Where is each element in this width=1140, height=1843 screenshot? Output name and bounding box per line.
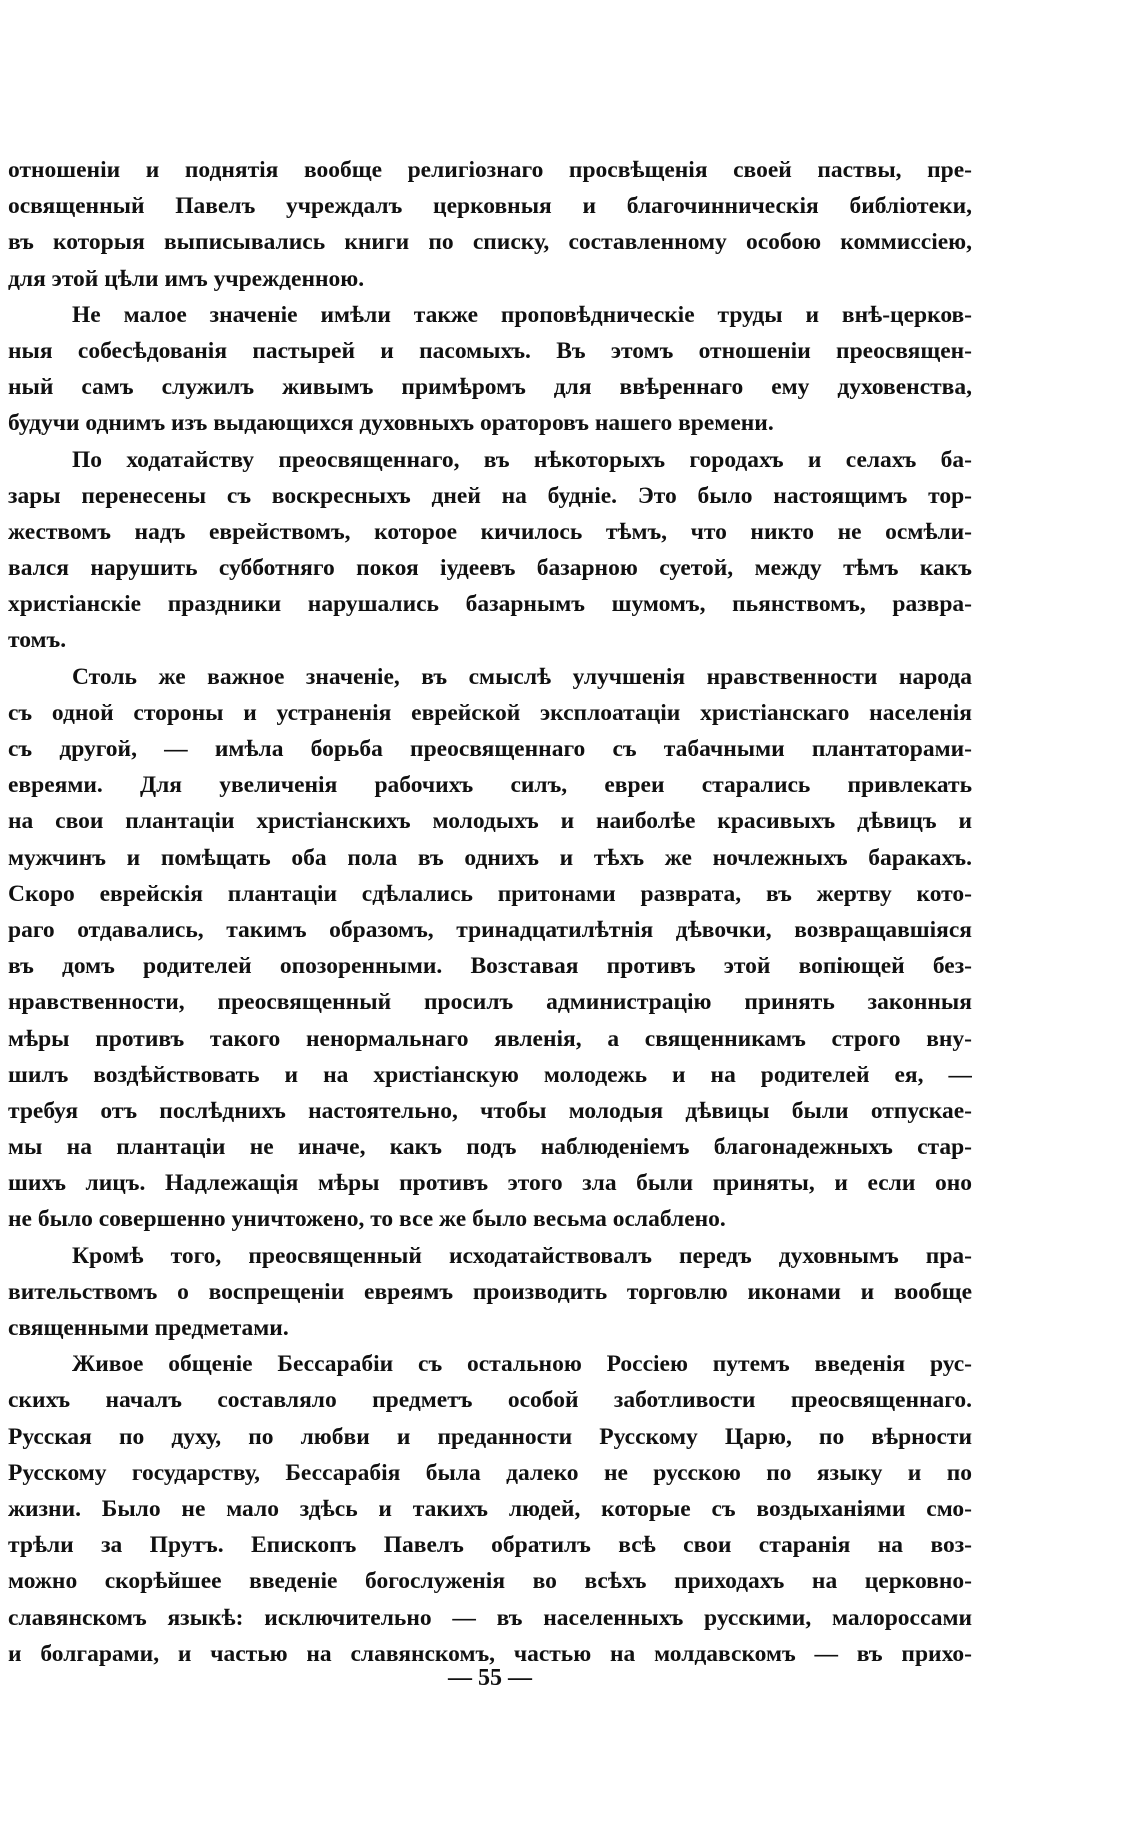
text-line: жествомъ надъ еврействомъ, которое кичилось тѣмъ, что никто не осмѣли- bbox=[8, 518, 972, 545]
text-line: будучи однимъ изъ выдающихся духовныхъ ораторовъ нашего времени. bbox=[8, 410, 774, 437]
text-line: раго отдавались, такимъ образомъ, тринадцатилѣтнія дѣвочки, возвращавшіяся bbox=[8, 916, 972, 943]
text-line: мѣры противъ такого ненормальнаго явленія, а священникамъ строго вну- bbox=[8, 1025, 972, 1052]
text-line: Русскому государству, Бессарабія была далеко не русскою по языку и по bbox=[8, 1459, 972, 1486]
body-text bbox=[8, 152, 972, 1672]
text-line: скихъ началъ составляло предметъ особой заботливости преосвященнаго. bbox=[8, 1387, 972, 1414]
text-line: Скоро еврейскія плантаціи сдѣлались притонами разврата, въ жертву кото- bbox=[8, 880, 972, 907]
text-line: Столь же важное значеніе, въ смыслѣ улучшенія нравственности народа bbox=[72, 663, 972, 690]
text-line: нравственности, преосвященный просилъ администрацію принять законныя bbox=[8, 989, 972, 1016]
text-line: ныя собесѣдованія пастырей и пасомыхъ. Въ этомъ отношеніи преосвящен- bbox=[8, 337, 972, 364]
text-line: не было совершенно уничтожено, то все же было весьма ослаблено. bbox=[8, 1206, 726, 1233]
text-line: для этой цѣли имъ учрежденною. bbox=[8, 265, 365, 292]
text-line: ный самъ служилъ живымъ примѣромъ для ввѣреннаго ему духовенства, bbox=[8, 374, 972, 401]
text-line: въ домъ родителей опозоренными. Возставая противъ этой вопіющей без- bbox=[8, 953, 972, 980]
text-line: Не малое значеніе имѣли также проповѣдническіе труды и внѣ-церков- bbox=[72, 301, 972, 328]
text-line: христіанскіе праздники нарушались базарнымъ шумомъ, пьянствомъ, развра- bbox=[8, 591, 972, 618]
text-line: и болгарами, и частью на славянскомъ, частью на молдавскомъ — въ прихо- bbox=[8, 1640, 972, 1667]
text-line: По ходатайству преосвященнаго, въ нѣкоторыхъ городахъ и селахъ ба- bbox=[72, 446, 972, 473]
text-line: отношеніи и поднятія вообще религіознаго просвѣщенія своей паствы, пре- bbox=[8, 157, 972, 183]
text-line: можно скорѣйшее введеніе богослуженія во всѣхъ приходахъ на церковно- bbox=[8, 1568, 972, 1595]
text-line: евреями. Для увеличенія рабочихъ силъ, евреи старались привлекать bbox=[8, 772, 972, 799]
text-line: съ одной стороны и устраненія еврейской эксплоатаціи христіанскаго населенія bbox=[8, 699, 972, 726]
text-line: жизни. Было не мало здѣсь и такихъ людей, которые съ воздыханіями смо- bbox=[8, 1495, 972, 1522]
text-line: священными предметами. bbox=[8, 1315, 289, 1341]
text-line: требуя отъ послѣднихъ настоятельно, чтобы молодыя дѣвицы были отпускае- bbox=[8, 1097, 972, 1124]
text-line: на свои плантаціи христіанскихъ молодыхъ и наиболѣе красивыхъ дѣвицъ и bbox=[8, 808, 972, 835]
text-line: Живое общеніе Бессарабіи съ остальною Россіею путемъ введенія рус- bbox=[72, 1351, 972, 1378]
text-line: славянскомъ языкѣ: исключительно — въ населенныхъ русскими, малороссами bbox=[8, 1604, 972, 1631]
text-line: томъ. bbox=[8, 627, 67, 654]
text-line: освященный Павелъ учреждалъ церковныя и благочинническія библіотеки, bbox=[8, 193, 972, 220]
text-line: въ которыя выписывались книги по списку, составленному особою коммиссіею, bbox=[8, 229, 972, 256]
text-line: зары перенесены съ воскресныхъ дней на будніе. Это было настоящимъ тор- bbox=[8, 482, 972, 509]
text-line: мы на плантаціи не иначе, какъ подъ наблюденіемъ благонадежныхъ стар- bbox=[8, 1134, 972, 1161]
text-line: съ другой, — имѣла борьба преосвященнаго съ табачными плантаторами- bbox=[8, 736, 972, 762]
text-line: Кромѣ того, преосвященный исходатайствовалъ передъ духовнымъ пра- bbox=[72, 1242, 972, 1269]
text-line: вительствомъ о воспрещеніи евреямъ производить торговлю иконами и вообще bbox=[8, 1278, 972, 1305]
page-number: — 55 — bbox=[448, 1665, 532, 1691]
text-line: шихъ лицъ. Надлежащія мѣры противъ этого зла были приняты, и если оно bbox=[8, 1170, 972, 1197]
text-line: шилъ воздѣйствовать и на христіанскую молодежь и на родителей ея, — bbox=[8, 1061, 972, 1088]
text-line: мужчинъ и помѣщать оба пола въ однихъ и тѣхъ же ночлежныхъ баракахъ. bbox=[8, 844, 972, 871]
text-line: вался нарушить субботняго покоя іудеевъ базарною суетой, между тѣмъ какъ bbox=[8, 555, 972, 582]
text-line: Русская по духу, по любви и преданности Русскому Царю, по вѣрности bbox=[8, 1423, 972, 1450]
text-line: трѣли за Прутъ. Епископъ Павелъ обратилъ всѣ свои старанія на воз- bbox=[8, 1532, 972, 1559]
